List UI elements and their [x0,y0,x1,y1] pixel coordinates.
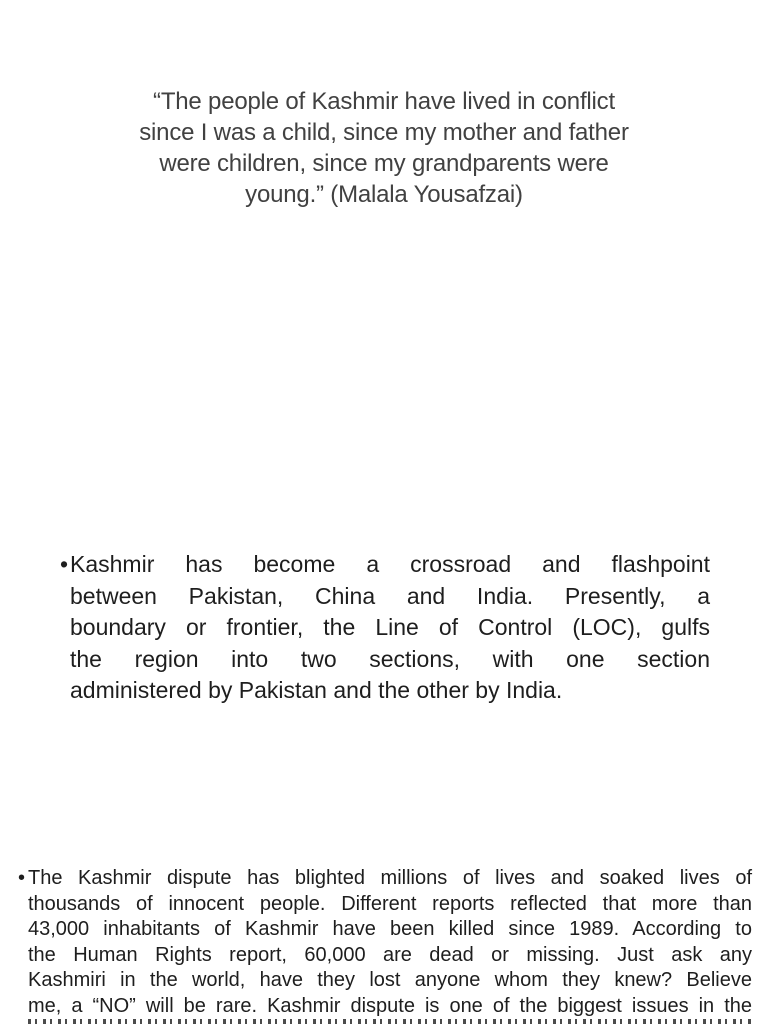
paragraph-text [28,866,752,1019]
paragraph-line: the Human Rights report, 60,000 are dead or missing. Just ask any [28,943,752,966]
paragraph-line: the region into two sections, with one section [70,645,710,672]
quote-block [74,86,694,210]
paragraph-line: administered by Pakistan and the other by India. [70,677,563,703]
paragraph-text [70,549,710,707]
quote-line: were children, since my grandparents were [159,150,609,177]
bullet-paragraph-kashmir-crossroad [60,549,710,707]
paragraph-line: The Kashmir dispute has blighted millions of lives and soaked lives of [28,867,752,889]
paragraph-line: thousands of innocent people. Different reports reflected that more than [28,892,752,915]
quote-line: since I was a child, since my mother and father [139,119,629,146]
bullet-marker: • [60,551,69,577]
paragraph-line: Kashmir has become a crossroad and flashpoint [70,551,710,577]
paragraph-line: me, a “NO” will be rare. Kashmir dispute is one of the biggest issues in the [28,994,752,1017]
bullet-paragraph-kashmir-dispute [18,866,752,1019]
paragraph-line: Kashmiri in the world, have they lost anyone whom they knew? Believe [28,969,752,991]
bullet-marker: • [18,867,26,889]
quote-line: “The people of Kashmir have lived in conflict [153,88,615,115]
quote-line: young.” (Malala Yousafzai) [245,181,523,208]
paragraph-line: between Pakistan, China and India. Presently, a [70,582,710,609]
clipped-text-top-sliver [28,1019,752,1024]
paragraph-line: boundary or frontier, the Line of Control (LOC), gulfs [70,614,710,640]
paragraph-line: 43,000 inhabitants of Kashmir have been killed since 1989. According to [28,918,752,940]
